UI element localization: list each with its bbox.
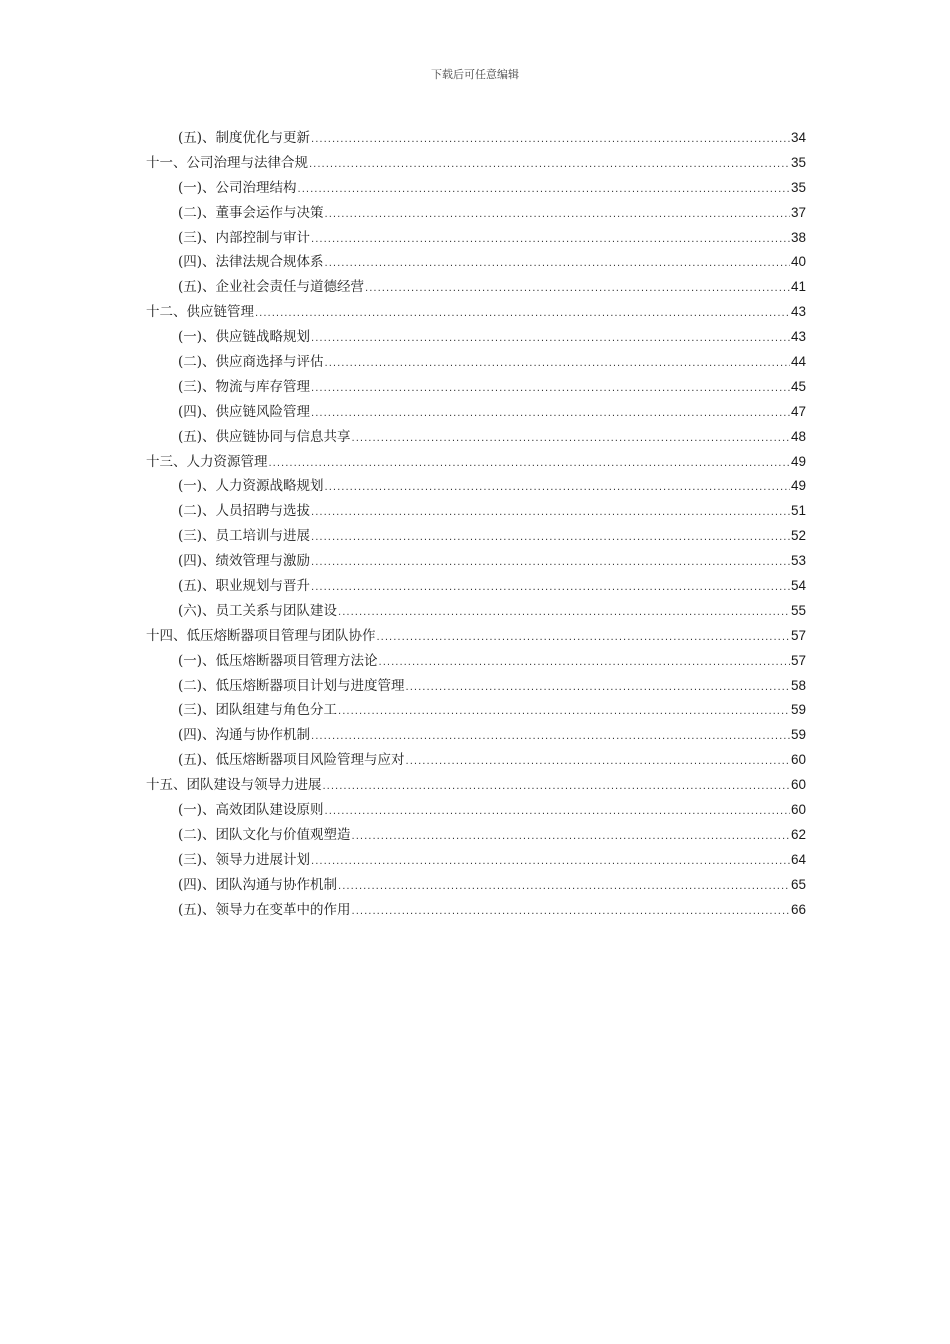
toc-dot-leader [406,676,790,701]
toc-dot-leader [309,153,790,178]
toc-entry-title: (二)、董事会运作与决策 [178,204,324,221]
toc-chapter-entry[interactable] [146,151,806,176]
toc-dot-leader [311,576,790,601]
toc-entry-title: (三)、员工培训与进展 [178,528,311,545]
toc-page-number: 54 [790,578,806,594]
toc-dot-leader [325,800,790,825]
toc-dot-leader [338,700,790,725]
toc-entry-title: (四)、供应链风险管理 [178,403,311,420]
toc-dot-leader [269,452,790,477]
toc-page-number: 34 [790,130,806,145]
toc-chapter-entry[interactable] [146,773,806,798]
toc-section-entry[interactable] [146,325,806,350]
toc-section-entry[interactable] [146,425,806,450]
toc-page-number: 51 [790,503,806,519]
toc-section-entry[interactable] [146,674,806,699]
toc-section-entry[interactable] [146,649,806,674]
toc-page-number: 35 [790,179,806,195]
toc-entry-title: (五)、企业社会责任与道德经营 [178,279,365,296]
toc-entry-title: (五)、制度优化与更新 [178,130,311,146]
toc-page-number: 49 [790,478,806,494]
toc-section-entry[interactable] [146,898,806,923]
toc-section-entry[interactable] [146,723,806,748]
toc-chapter-entry[interactable] [146,624,806,649]
toc-page-number: 44 [790,354,806,370]
toc-page-number: 45 [790,378,806,394]
toc-entry-title: (二)、供应商选择与评估 [178,354,324,371]
toc-section-entry[interactable] [146,848,806,873]
toc-section-entry[interactable] [146,798,806,823]
toc-page-number: 66 [790,901,806,917]
toc-dot-leader [365,277,790,302]
toc-dot-leader [325,252,790,277]
toc-page-number: 48 [790,428,806,444]
toc-page-number: 57 [790,627,806,643]
toc-entry-title: (五)、供应链协同与信息共享 [178,428,351,445]
toc-dot-leader [311,501,790,526]
toc-page-number: 57 [790,652,806,668]
toc-section-entry[interactable] [146,873,806,898]
toc-entry-title: 十一、公司治理与法律合规 [146,154,308,171]
toc-dot-leader [352,825,790,850]
toc-dot-leader [377,626,790,651]
toc-dot-leader [255,302,790,327]
toc-entry-title: (四)、绩效管理与激励 [178,553,311,570]
toc-dot-leader [323,775,790,800]
toc-chapter-entry[interactable] [146,450,806,475]
page-header: 下载后可任意编辑 [431,68,519,81]
toc-page-number: 49 [790,453,806,469]
toc-dot-leader [311,402,790,427]
toc-section-entry[interactable] [146,698,806,723]
toc-page-number: 60 [790,802,806,818]
toc-dot-leader [311,377,790,402]
toc-entry-title: 十四、低压熔断器项目管理与团队协作 [146,627,376,644]
toc-entry-title: (一)、供应链战略规划 [178,329,311,346]
toc-dot-leader [298,178,790,203]
toc-entry-title: (一)、人力资源战略规划 [178,478,324,495]
toc-section-entry[interactable] [146,599,806,624]
toc-section-entry[interactable] [146,474,806,499]
toc-entry-title: (四)、团队沟通与协作机制 [178,876,338,893]
toc-section-entry[interactable] [146,524,806,549]
toc-page-number: 53 [790,553,806,569]
toc-page-number: 60 [790,752,806,768]
toc-dot-leader [406,750,790,775]
toc-page-number: 65 [790,876,806,892]
toc-entry-title: (二)、低压熔断器项目计划与进度管理 [178,677,405,694]
toc-section-entry[interactable] [146,549,806,574]
toc-page-number: 43 [790,329,806,345]
toc-dot-leader [311,327,790,352]
toc-dot-leader [338,601,790,626]
toc-page-number: 62 [790,826,806,842]
toc-page-number: 58 [790,677,806,693]
toc-dot-leader [325,476,790,501]
toc-dot-leader [379,651,790,676]
toc-page-number: 37 [790,204,806,220]
toc-chapter-entry[interactable] [146,300,806,325]
toc-dot-leader [311,526,790,551]
toc-section-entry[interactable] [146,823,806,848]
toc-dot-leader [311,725,790,750]
toc-section-entry[interactable] [146,748,806,773]
toc-entry-title: (三)、内部控制与审计 [178,229,311,246]
toc-entry-title: 十三、人力资源管理 [146,453,268,470]
toc-page-number: 40 [790,254,806,270]
toc-entry-title: (一)、低压熔断器项目管理方法论 [178,652,378,669]
toc-page-number: 60 [790,777,806,793]
toc-dot-leader [352,427,790,452]
toc-section-entry[interactable] [146,375,806,400]
toc-entry-title: (一)、高效团队建设原则 [178,802,324,819]
toc-entry-title: 十五、团队建设与领导力进展 [146,777,322,794]
toc-entry-title: (六)、员工关系与团队建设 [178,602,338,619]
toc-dot-leader [311,128,790,153]
toc-entry-title: (三)、领导力进展计划 [178,851,311,868]
toc-entry-title: (五)、领导力在变革中的作用 [178,901,351,918]
toc-entry-title: 十二、供应链管理 [146,304,254,321]
toc-page-number: 52 [790,528,806,544]
toc-page-number: 64 [790,851,806,867]
toc-section-entry[interactable] [146,275,806,300]
toc-page-number: 43 [790,304,806,320]
toc-page-number: 35 [790,154,806,170]
toc-page-number: 59 [790,702,806,718]
toc-entry-title: (四)、沟通与协作机制 [178,727,311,744]
toc-entry-title: (四)、法律法规合规体系 [178,254,324,271]
table-of-contents [146,126,806,923]
toc-entry-title: (二)、团队文化与价值观塑造 [178,826,351,843]
toc-section-entry[interactable] [146,499,806,524]
toc-page-number: 38 [790,229,806,245]
toc-dot-leader [311,850,790,875]
toc-page-number: 47 [790,403,806,419]
toc-section-entry[interactable] [146,226,806,251]
toc-dot-leader [311,551,790,576]
toc-section-entry[interactable] [146,176,806,201]
toc-section-entry[interactable] [146,350,806,375]
toc-section-entry[interactable] [146,400,806,425]
toc-section-entry[interactable] [146,126,806,151]
toc-entry-title: (一)、公司治理结构 [178,179,297,196]
toc-entry-title: (二)、人员招聘与选拔 [178,503,311,520]
toc-dot-leader [352,900,790,925]
toc-page-number: 41 [790,279,806,295]
toc-dot-leader [325,352,790,377]
toc-page-number: 55 [790,602,806,618]
toc-section-entry[interactable] [146,250,806,275]
toc-entry-title: (三)、物流与库存管理 [178,378,311,395]
toc-entry-title: (五)、职业规划与晋升 [178,578,311,595]
toc-dot-leader [338,875,790,900]
toc-section-entry[interactable] [146,574,806,599]
toc-dot-leader [311,228,790,253]
toc-section-entry[interactable] [146,201,806,226]
toc-dot-leader [325,203,790,228]
toc-entry-title: (三)、团队组建与角色分工 [178,702,338,719]
toc-page-number: 59 [790,727,806,743]
toc-entry-title: (五)、低压熔断器项目风险管理与应对 [178,752,405,769]
